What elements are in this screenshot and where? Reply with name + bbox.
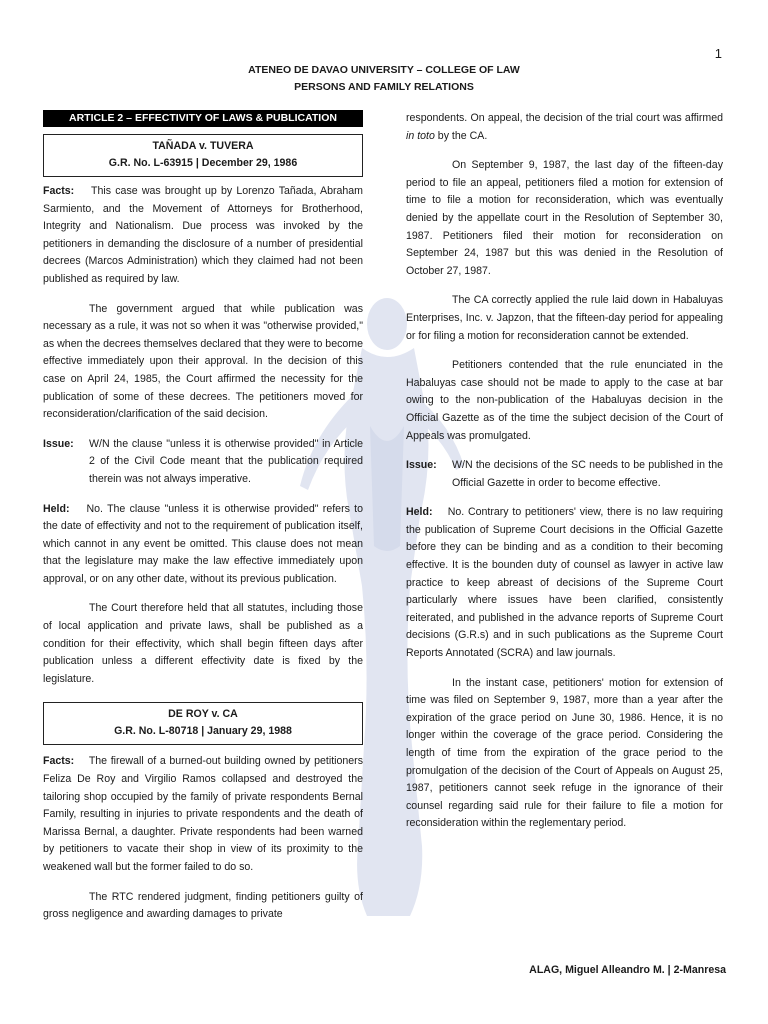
issue-row (43, 436, 363, 489)
document-header-university: ATENEO DE DAVAO UNIVERSITY – COLLEGE OF LAW (248, 64, 520, 76)
left-column (43, 110, 363, 936)
case-title-box-de-roy (43, 702, 363, 745)
case-citation: G.R. No. L-80718 | January 29, 1988 (114, 725, 292, 738)
facts-label: Facts: (43, 185, 75, 197)
court-holding-paragraph: The Court therefore held that all statutes, including those of local application and private laws, shall be published as a condition for their effectivity, which shall begin fifteen days after publication unless a different effectivity date is fixed by the legislature. (43, 602, 363, 685)
continuation-text-end: by the CA. (434, 129, 488, 142)
continuation-text: respondents. On appeal, the decision of the trial court was affirmed (406, 112, 723, 124)
held-label: Held: (43, 502, 70, 515)
issue-text: W/N the decisions of the SC needs to be published in the Official Gazette in order to become effective. (452, 459, 723, 489)
held-text: No. Contrary to petitioners' view, there is no law requiring the publication of Supreme Court decisions in the Official Gazette before they can be binding and as a condition to their becoming effective. It is the bounden duty of counsel as lawyer in active law practice to keep abreast of decisions of the Supreme Court particularly where issues have been clarified, consistently reiterated, and published in the advance reports of Supreme Court decisions (G.R.s) and in such publications as the Supreme Court Reports Annotated (SCRA) and law journals. (406, 506, 723, 660)
page-number: 1 (714, 46, 722, 61)
issue-row (406, 457, 723, 492)
section-title: ARTICLE 2 – EFFECTIVITY OF LAWS & PUBLICATION (43, 110, 363, 127)
held-label: Held: (406, 506, 433, 519)
government-argument-paragraph: The government argued that while publication was necessary as a rule, it was not so when it was "otherwise provided," as when the decrees themselves declared that they were to become effective immediately upon their approval. In the decision of this case on April 24, 1985, the Court affirmed the necessity for the publication of some of these decrees. The petitioners moved for reconsideration/clarification of the said decision. (43, 302, 363, 421)
in-toto-italic: in toto (406, 129, 435, 142)
case-title: TAÑADA v. TUVERA (152, 140, 254, 152)
document-header-course: PERSONS AND FAMILY RELATIONS (294, 81, 474, 93)
author-footer: ALAG, Miguel Alleandro M. | 2-Manresa (529, 964, 726, 976)
held-text: No. The clause "unless it is otherwise provided" refers to the date of effectivity and not to the requirement of publication itself, which cannot in any event be omitted. This clause does not mean that the legislature may make the law effective immediately upon approval, or on any other date, without its previous publication. (43, 502, 363, 585)
facts-text: The firewall of a burned-out building owned by petitioners Feliza De Roy and Virgilio Ramos collapsed and destroyed the tailoring shop occupied by the family of private respondents Bernal Family, resulting in injuries to private respondents and the death of Marissa Bernal, a daughter. Private respondents had been warned by petitioners to vacate their shop in view of its proximity to the weakened wall but the former failed to do so. (43, 755, 363, 873)
issue-label: Issue: (406, 459, 437, 472)
instant-case-paragraph: In the instant case, petitioners' motion for extension of time was filed on September 9, 1987, more than a year after the expiration of the grace period on June 30, 1986. Hence, it is no longer within the coverage of the grace period. Considering the length of time from the expiration of the grace period to the promulgation of the decision of the Court of Appeals on August 25, 1987, petitioners cannot seek refuge in the ignorance of their counsel regarding said rule for their failure to file a motion for reconsideration within the reglementary period. (406, 676, 723, 830)
case-title-box-tanada (43, 134, 363, 177)
held-paragraph (43, 501, 363, 589)
issue-label: Issue: (43, 437, 74, 450)
facts-paragraph (43, 753, 363, 876)
issue-text: W/N the clause "unless it is otherwise provided" in Article 2 of the Civil Code meant that the publication required therein was not always imperative. (89, 437, 363, 485)
facts-text: This case was brought up by Lorenzo Tañada, Abraham Sarmiento, and the Movement of Attorneys for Brotherhood, Integrity and Nationalism. Due process was invoked by the petitioners in demanding the disclosure of a number of presidential decrees (Marcos Administration) which they claimed had not been published as required by law. (43, 185, 363, 285)
petitioners-contention-paragraph: Petitioners contended that the rule enunciated in the Habaluyas case should not be made to apply to the case at bar owing to the non-publication of the Habaluyas decision in the Official Gazette as of the time the subject decision of the Court of Appeals was promulgated. (406, 359, 723, 442)
right-column (406, 110, 723, 845)
held-paragraph (406, 504, 723, 662)
rtc-judgment-paragraph: The RTC rendered judgment, finding petitioners guilty of gross negligence and awarding damages to private (43, 890, 363, 921)
facts-label: Facts: (43, 755, 75, 768)
case-title: DE ROY v. CA (168, 708, 238, 721)
september-motion-paragraph: On September 9, 1987, the last day of the fifteen-day period to file an appeal, petitioners filed a motion for extension of time to file a motion for reconsideration, which was eventually denied by the appellate court in the Resolution of September 30, 1987. Petitioners filed their motion for reconsideration on September 24, 1987 but this was denied in the Resolution of October 27, 1987. (406, 159, 723, 277)
facts-paragraph (43, 183, 363, 289)
ca-rule-paragraph: The CA correctly applied the rule laid down in Habaluyas Enterprises, Inc. v. Japzon, that the fifteen-day period for appealing or for filing a motion for reconsideration cannot be extended. (406, 294, 723, 342)
case-citation: G.R. No. L-63915 | December 29, 1986 (108, 157, 298, 169)
continuation-paragraph (406, 110, 723, 145)
